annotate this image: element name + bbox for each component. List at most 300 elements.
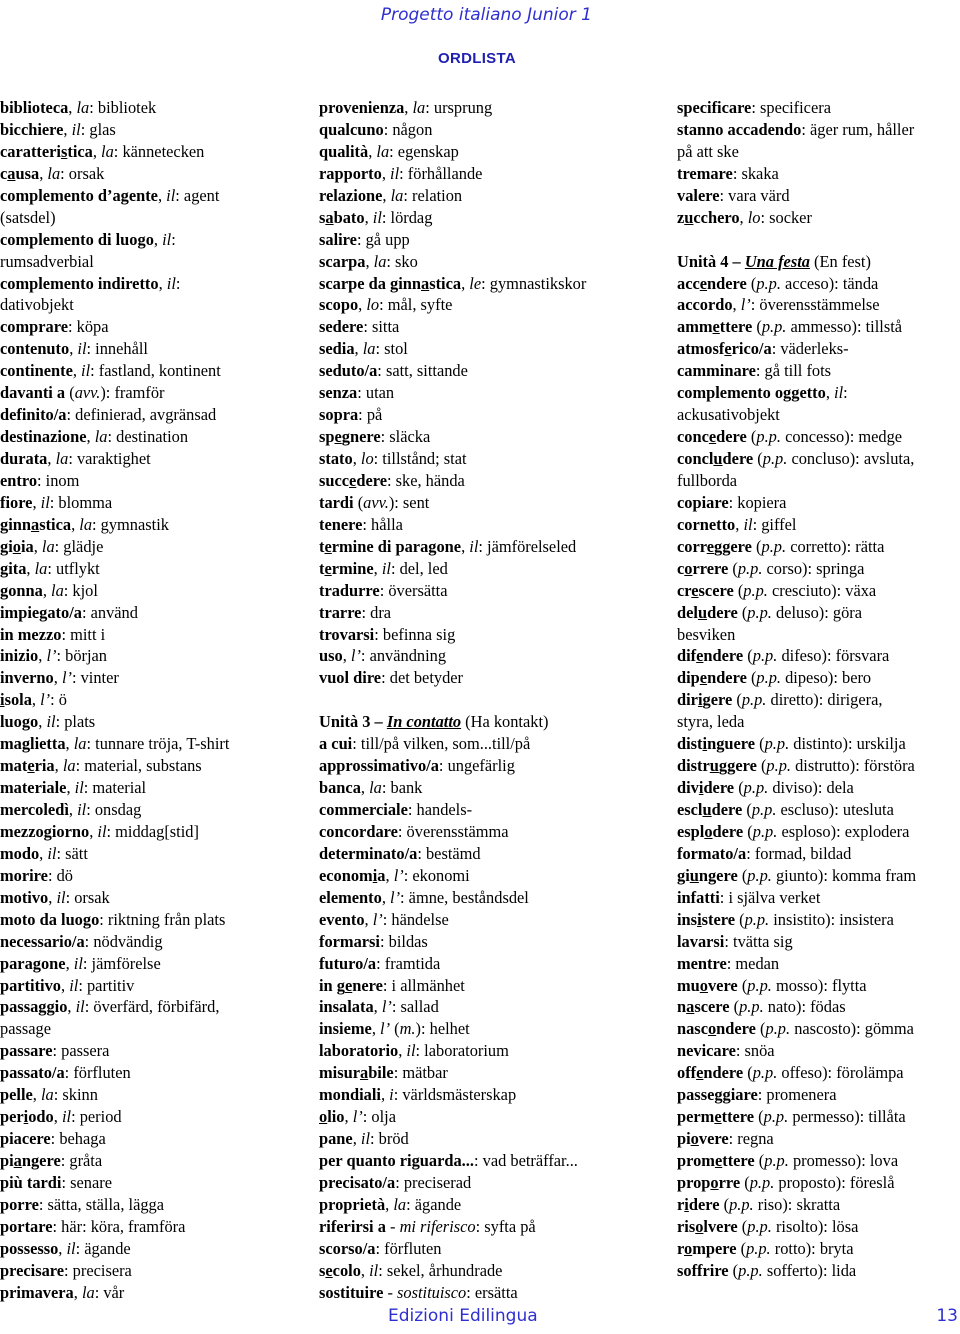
headword: luogo [0,712,39,732]
headword: gioia [0,536,34,556]
glossary-entry [677,273,960,295]
glossary-entry [319,953,664,975]
headword: relazione [319,185,383,205]
glossary-entry [319,1018,664,1040]
headword: pane [319,1129,353,1149]
headword: accendere [677,273,747,293]
glossary-entry [677,163,960,185]
definition: : sätta, ställa, lägga [38,1194,165,1214]
definition: , lo: socker [739,207,812,227]
glossary-entry [677,975,960,997]
headword: evento [319,909,365,929]
glossary-entry [677,799,960,821]
glossary-entry [319,843,664,865]
headword: fiore [0,492,33,512]
definition: , il: [153,229,176,249]
definition: besviken [677,624,736,644]
headword: mentre [677,953,727,973]
glossary-entry [319,360,664,382]
headword: zucchero [677,207,740,227]
definition: : skaka [732,163,779,183]
definition: : dra [361,602,392,622]
definition: : handels- [407,800,473,819]
definition: : passera [52,1041,110,1061]
glossary-entry [677,492,960,514]
glossary-entry [677,865,960,887]
headword: vuol dire [319,668,382,688]
definition: (p.p. rotto): bryta [736,1238,854,1258]
headword: giungere [677,865,738,885]
definition: : förfluten [375,1238,442,1258]
glossary-entry [0,404,300,426]
glossary-entry [0,514,300,536]
headword: scopo [319,295,359,315]
glossary-entry [319,975,664,997]
definition: (p.p. deluso): göra [737,602,863,622]
definition: (avv.): framför [65,383,165,403]
glossary-entry [0,1150,300,1172]
definition: , la: varaktighet [47,449,151,468]
glossary-entry [0,448,300,470]
glossary-entry [677,470,960,492]
page-number: 13 [936,1306,958,1326]
glossary-entry [0,931,300,953]
definition: , il: giffel [735,514,797,534]
glossary-entry [319,1216,664,1238]
definition: (p.p. corretto): rätta [751,536,885,556]
glossary-entry [0,470,300,492]
glossary-entry [319,119,664,141]
definition: (p.p. permesso): tillåta [754,1107,906,1127]
headword: correggere [677,536,752,556]
glossary-entry [0,975,300,997]
definition: (p.p. concluso): avsluta, [753,449,915,468]
definition: (p.p. cresciuto): växa [733,580,877,600]
headword: valere [677,185,720,205]
headword: destinazione [0,427,87,447]
glossary-entry [677,141,960,163]
glossary-entry [677,338,960,360]
glossary-entry [319,755,664,777]
glossary-entry [319,931,664,953]
headword: contenuto [0,339,70,359]
headword: davanti a [0,383,66,403]
definition: , l’: ö [31,690,67,710]
headword: mondiali [319,1085,381,1105]
glossary-entry [319,733,664,755]
definition: (p.p. acceso): tända [746,273,879,293]
headword: inizio [0,646,39,666]
headword: specificare [677,98,752,117]
definition: : nödvändig [84,931,163,951]
glossary-entry [0,1084,300,1106]
definition: (p.p. sofferto): lida [728,1260,857,1280]
headword: rompere [677,1238,737,1258]
headword: senza [319,383,358,403]
definition: , il: jämförelse [65,953,161,973]
glossary-entry [677,777,960,799]
headword: biblioteca [0,98,69,117]
definition: : hålla [362,514,403,534]
unit-title: Unità 4 – Una festa [677,251,810,271]
glossary-entry [0,1040,300,1062]
glossary-entry [677,1260,960,1282]
glossary-entry [677,1172,960,1194]
definition: : använd [81,602,138,622]
definition: , la: sko [365,251,418,271]
definition: : i själva verket [719,887,821,907]
definition: , la: glädje [33,536,104,556]
glossary-entry [0,338,300,360]
headword: passare [0,1041,53,1061]
headword: distruggere [677,756,757,776]
definition: : släcka [380,427,431,447]
glossary-entry [677,931,960,953]
headword: succedere [319,470,387,490]
definition: : specificera [751,98,831,117]
glossary-entry [319,1106,664,1128]
definition: , il: agent [157,185,220,205]
definition: , la: ägande [385,1194,462,1214]
glossary-entry [677,536,960,558]
glossary-entry [319,777,664,799]
definition: , i: världsmästerskap [380,1085,517,1105]
glossary-entry [0,1238,300,1260]
headword: sostituire [319,1282,384,1302]
glossary-entry [319,382,664,404]
glossary-entry [319,163,664,185]
series-title: Progetto italiano Junior 1 [380,5,592,25]
glossary-entry [0,536,300,558]
glossary-entry [319,229,664,251]
glossary-entry [319,799,664,821]
definition: , l’: olja [344,1107,396,1127]
glossary-entry [319,558,664,580]
glossary-entry [0,624,300,646]
headword: passato/a [0,1063,65,1083]
headword: paragone [0,953,66,973]
definition: , il: onsdag [68,800,142,819]
definition: , il: del, led [373,558,448,578]
headword: sopra [319,405,359,425]
glossary-entry [677,755,960,777]
definition: : bestämd [417,843,481,863]
definition: : här: köra, framföra [52,1216,186,1236]
glossary-entry [319,426,664,448]
headword: gonna [0,580,43,600]
glossary-entry [677,1040,960,1062]
glossary-entry [319,1084,664,1106]
glossary-entry [319,821,664,843]
glossary-entry [319,316,664,338]
glossary-entry [677,711,960,733]
glossary-entry [0,733,300,755]
glossary-entry [677,645,960,667]
headword: concludere [677,449,754,468]
headword: sedere [319,317,364,337]
headword: complemento d’agente [0,185,158,205]
glossary-entry [677,1128,960,1150]
definition: rumsadverbial [0,251,94,271]
definition: : dö [47,865,73,885]
headword: concordare [319,821,398,841]
headword: ginnastica [0,514,72,534]
glossary-entry [0,273,300,295]
headword: scorso/a [319,1238,376,1258]
glossary-entry [0,711,300,733]
glossary-entry [0,799,300,821]
definition: , la: relation [382,185,463,205]
headword: commerciale [319,800,408,819]
definition: , il: innehåll [69,339,148,359]
glossary-entry [0,360,300,382]
spacer [319,689,664,711]
definition: : snöa [735,1041,775,1061]
glossary-entry [677,733,960,755]
glossary-entry [319,1282,664,1304]
definition: , il: [158,273,181,293]
headword: deludere [677,602,738,622]
glossary-entry [319,996,664,1018]
glossary-entry [0,119,300,141]
definition: : promenera [757,1085,837,1105]
headword: trovarsi [319,624,375,644]
headword: tardi [319,492,354,512]
headword: piacere [0,1129,51,1149]
headword: a cui [319,734,353,754]
glossary-entry [677,294,960,316]
headword: moto da luogo [0,909,100,929]
glossary-entry [677,689,960,711]
definition: (p.p. dipeso): bero [746,668,872,688]
glossary-entry [0,1128,300,1150]
definition: , il: ägande [58,1238,131,1258]
definition: , il: jämförelseled [461,536,577,556]
glossary-entry [677,580,960,602]
headword: permettere [677,1107,755,1127]
headword: materiale [0,778,67,798]
definition: , il: sekel, århundrade [360,1260,503,1280]
definition: (p.p. proposto): föreslå [740,1172,895,1192]
headword: maglietta [0,734,66,754]
headword: mercoledì [0,800,69,819]
definition: , il: laboratorium [398,1041,509,1061]
definition: : senare [61,1172,112,1192]
definition: : till/på vilken, som...till/på [352,734,531,754]
headword: qualità [319,141,369,161]
glossary-entry [0,667,300,689]
headword: qualcuno [319,119,384,139]
headword: possesso [0,1238,59,1258]
headword: termine [319,558,374,578]
headword: lavarsi [677,931,725,951]
headword: concedere [677,427,747,447]
glossary-entry [319,404,664,426]
definition: (p.p. concesso): medge [746,427,903,447]
headword: accordo [677,295,733,315]
glossary-entry [0,1172,300,1194]
glossary-entry [677,909,960,931]
glossary-entry [0,1260,300,1282]
glossary-entry [319,141,664,163]
glossary-entry [319,624,664,646]
headword: causa [0,163,40,183]
headword: dividere [677,778,735,798]
definition: passage [0,1019,51,1039]
definition: , l’: överensstämmelse [732,295,880,315]
definition: : i allmänhet [382,975,465,995]
headword: escludere [677,800,743,819]
definition: , le: gymnastikskor [461,273,587,293]
headword: porre [0,1194,39,1214]
definition: , l’: användning [342,646,447,666]
headword: trarre [319,602,362,622]
definition: : det betyder [381,668,464,688]
definition: (p.p. risolto): lösa [737,1216,859,1236]
definition: , la: destination [86,427,189,447]
headword: seduto/a [319,361,378,381]
glossary-entry [677,97,960,119]
glossary-entry [319,338,664,360]
definition: (p.p. esploso): explodera [743,821,910,841]
headword: complemento di luogo [0,229,154,249]
glossary-entry [0,777,300,799]
headword: proprietà [319,1194,386,1214]
definition: : bildas [380,931,428,951]
definition: - mi riferisco: syfta på [385,1216,536,1236]
headword: olio [319,1107,345,1127]
headword: precisare [0,1260,65,1280]
glossary-entry [319,536,664,558]
glossary-entry [0,821,300,843]
unit-translation: (En fest) [809,251,871,271]
definition: , la: stol [354,339,408,359]
glossary-entry [677,404,960,426]
definition: (p.p. riso): skratta [719,1194,841,1214]
headword: spegnere [319,427,381,447]
glossary-entry [0,1106,300,1128]
glossary-entry [0,1194,300,1216]
definition: (p.p. distinto): urskilja [755,734,906,754]
definition: , il: middag[stid] [89,821,199,841]
definition: , il: förhållande [381,163,483,183]
definition: (p.p. mosso): flytta [737,975,867,995]
headword: ridere [677,1194,720,1214]
headword: elemento [319,887,382,907]
glossary-entry [319,185,664,207]
glossary-entry [319,887,664,909]
headword: entro [0,470,38,490]
headword: periodo [0,1107,54,1127]
glossary-entry [677,1150,960,1172]
headword: complemento oggetto [677,383,826,403]
definition: : översätta [379,580,448,600]
definition: (p.p. offeso): förolämpa [743,1063,904,1083]
glossary-entry [0,1282,300,1304]
headword: infatti [677,887,720,907]
glossary-entry [677,382,960,404]
headword: complemento indiretto [0,273,159,293]
glossary-entry [677,185,960,207]
definition: , il: glas [63,119,116,139]
definition: : vad beträffar... [473,1151,578,1170]
definition: : medan [726,953,780,973]
glossary-entry [319,1150,664,1172]
glossary-entry [0,492,300,514]
headword: dipendere [677,668,747,688]
glossary-entry [0,426,300,448]
glossary-entry [677,953,960,975]
definition: , il: överfärd, förbifärd, [67,997,220,1017]
headword: scarpe da ginnastica [319,273,462,293]
definition: (p.p. escluso): utesluta [742,800,894,819]
headword: esplodere [677,821,744,841]
headword: comprare [0,317,68,337]
definition: (p.p. difeso): försvara [743,646,890,666]
definition: : satt, sittande [377,361,468,381]
headword: in genere [319,975,383,995]
definition: , il: blomma [32,492,113,512]
glossary-entry [319,1172,664,1194]
headword: secolo [319,1260,361,1280]
headword: banca [319,778,361,798]
headword: caratteristica [0,141,93,161]
definition: : behaga [50,1129,106,1149]
glossary-entry [319,580,664,602]
headword: economia [319,865,386,885]
glossary-entry [0,996,300,1018]
definition: : tvätta sig [724,931,793,951]
definition: : framtida [376,953,441,973]
definition: - sostituisco: ersätta [383,1282,518,1302]
unit-heading [319,711,664,733]
definition: , la: orsak [39,163,105,183]
definition: , l’: vinter [53,668,119,688]
glossary-entry [319,514,664,536]
glossary-entry [677,843,960,865]
headword: correre [677,558,729,578]
definition: , il: material [66,778,147,798]
headword: continente [0,361,73,381]
glossary-entry [319,667,664,689]
glossary-entry [319,1260,664,1282]
definition: , l’: ekonomi [385,865,470,885]
glossary-entry [0,755,300,777]
definition: : vara värd [719,185,790,205]
glossary-entry [319,294,664,316]
section-title: ORDLISTA [438,50,516,67]
headword: partitivo [0,975,62,995]
glossary-entry [319,448,664,470]
definition: : mitt i [61,624,106,644]
headword: formato/a [677,843,747,863]
glossary-entry [319,645,664,667]
headword: difendere [677,646,744,666]
headword: muovere [677,975,738,995]
headword: tradurre [319,580,380,600]
definition: : regna [728,1129,774,1149]
definition: , il: orsak [48,887,110,907]
definition: på att ske [677,141,739,161]
definition: : riktning från plats [99,909,226,929]
headword: morire [0,865,48,885]
definition: (p.p. diviso): dela [734,778,854,798]
definition: (p.p. promesso): lova [754,1151,899,1170]
definition: : inom [37,470,80,490]
publisher-name: Edizioni Edilingua [388,1306,538,1326]
glossary-entry [677,448,960,470]
headword: definito/a [0,405,67,425]
